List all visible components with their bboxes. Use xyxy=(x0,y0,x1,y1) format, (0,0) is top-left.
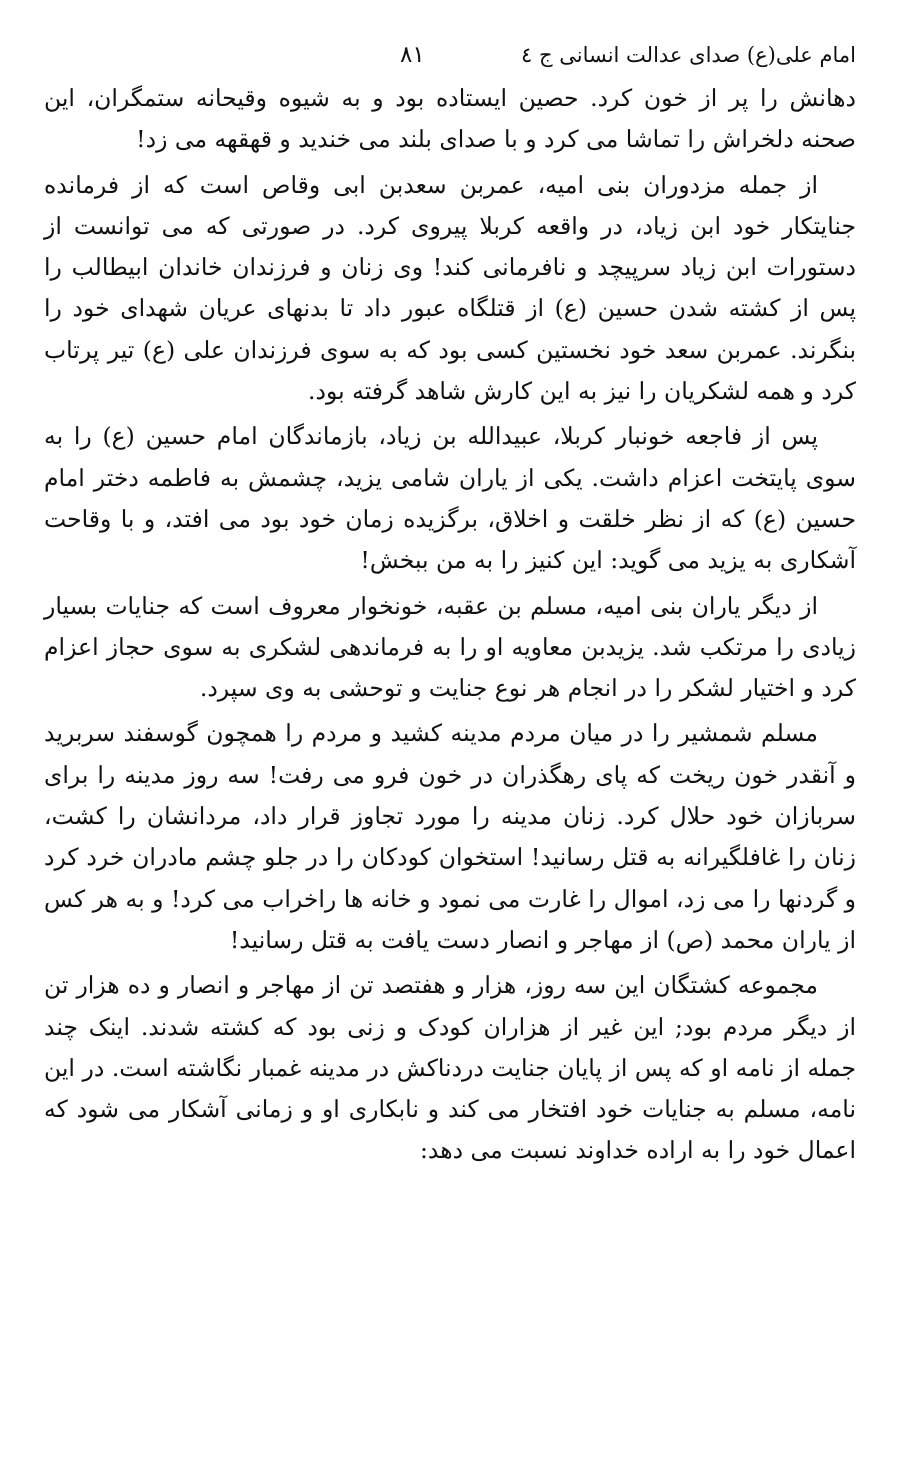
page-number: ٨١ xyxy=(400,42,425,68)
paragraph: پس از فاجعه خونبار کربلا، عبیدالله بن زیاد، بازماندگان امام حسین (ع) را به سوی پایتخت اعزام داشت. یکی از یاران شامی یزید، چشمش به فاطمه دختر امام حسین (ع) که از نظر خلقت و اخلاق، برگزیده زمان خود بود می افتد، و با وقاحت آشکاری به یزید می گوید: این کنیز را به من ببخش! xyxy=(44,422,856,575)
paragraph: از جمله مزدوران بنی امیه، عمربن سعدبن ابی وقاص است که از فرمانده جنایتکار خود ابن زیاد، در واقعه کربلا پیروی کرد. در صورتی که می توانست از دستورات ابن زیاد سرپیچد و نافرمانی کند! وی زنان و فرزندان خاندان ابیطالب را پس از کشته شدن حسین (ع) از قتلگاه عبور داد تا بدنهای عریان شهدای خود را بنگرند. عمربن سعد خود نخستین کسی بود که به سوی فرزندان علی (ع) تیر پرتاب کرد و همه لشکریان را نیز به این کارش شاهد گرفته بود. xyxy=(44,170,856,406)
body-text xyxy=(44,78,856,1176)
paragraph: مجموعه کشتگان این سه روز، هزار و هفتصد تن از مهاجر و انصار و ده هزار تن از دیگر مردم بود; این غیر از هزاران کودک و زنی بود که کشته شدند. اینک چند جمله از نامه او که پس از پایان جنایت دردناکش در مدینه غمبار نگاشته است. در این نامه، مسلم به جنایات خود افتخار می کند و نابکاری او و زمانی آشکار می شود که اعمال خود را به اراده خداوند نسبت می دهد: xyxy=(44,971,856,1165)
paragraph: مسلم شمشیر را در میان مردم مدینه کشید و مردم را همچون گوسفند سربرید و آنقدر خون ریخت که پای رهگذران در خون فرو می رفت! سه روز مدینه را برای سربازان خود حلال کرد. زنان مدینه را مورد تجاوز قرار داد، مردانشان را کشت، زنان را غافلگیرانه به قتل رسانید! استخوان کودکان را در جلو چشم مادران خرد کرد و گردنها را می زد، اموال را غارت می نمود و خانه ها راخراب می کرد! و به هر کس از یاران محمد (ص) از مهاجر و انصار دست یافت به قتل رسانید! xyxy=(44,719,856,954)
paragraph: دهانش را پر از خون کرد. حصین ایستاده بود و به شیوه وقیحانه ستمگران، این صحنه دلخراش را تماشا می کرد و با صدای بلند می خندید و قهقهه می زد! xyxy=(44,84,856,154)
running-header xyxy=(400,38,856,72)
paragraph: از دیگر یاران بنی امیه، مسلم بن عقبه، خونخوار معروف است که جنایات بسیار زیادی را مرتکب شد. یزیدبن معاویه او را به فرماندهی لشکری به سوی حجاز اعزام کرد و اختیار لشکر را در انجام هر نوع جنایت و توحشی به وی سپرد. xyxy=(44,591,856,703)
book-title: امام علی(ع) صدای عدالت انسانی ج ٤ xyxy=(521,43,856,67)
